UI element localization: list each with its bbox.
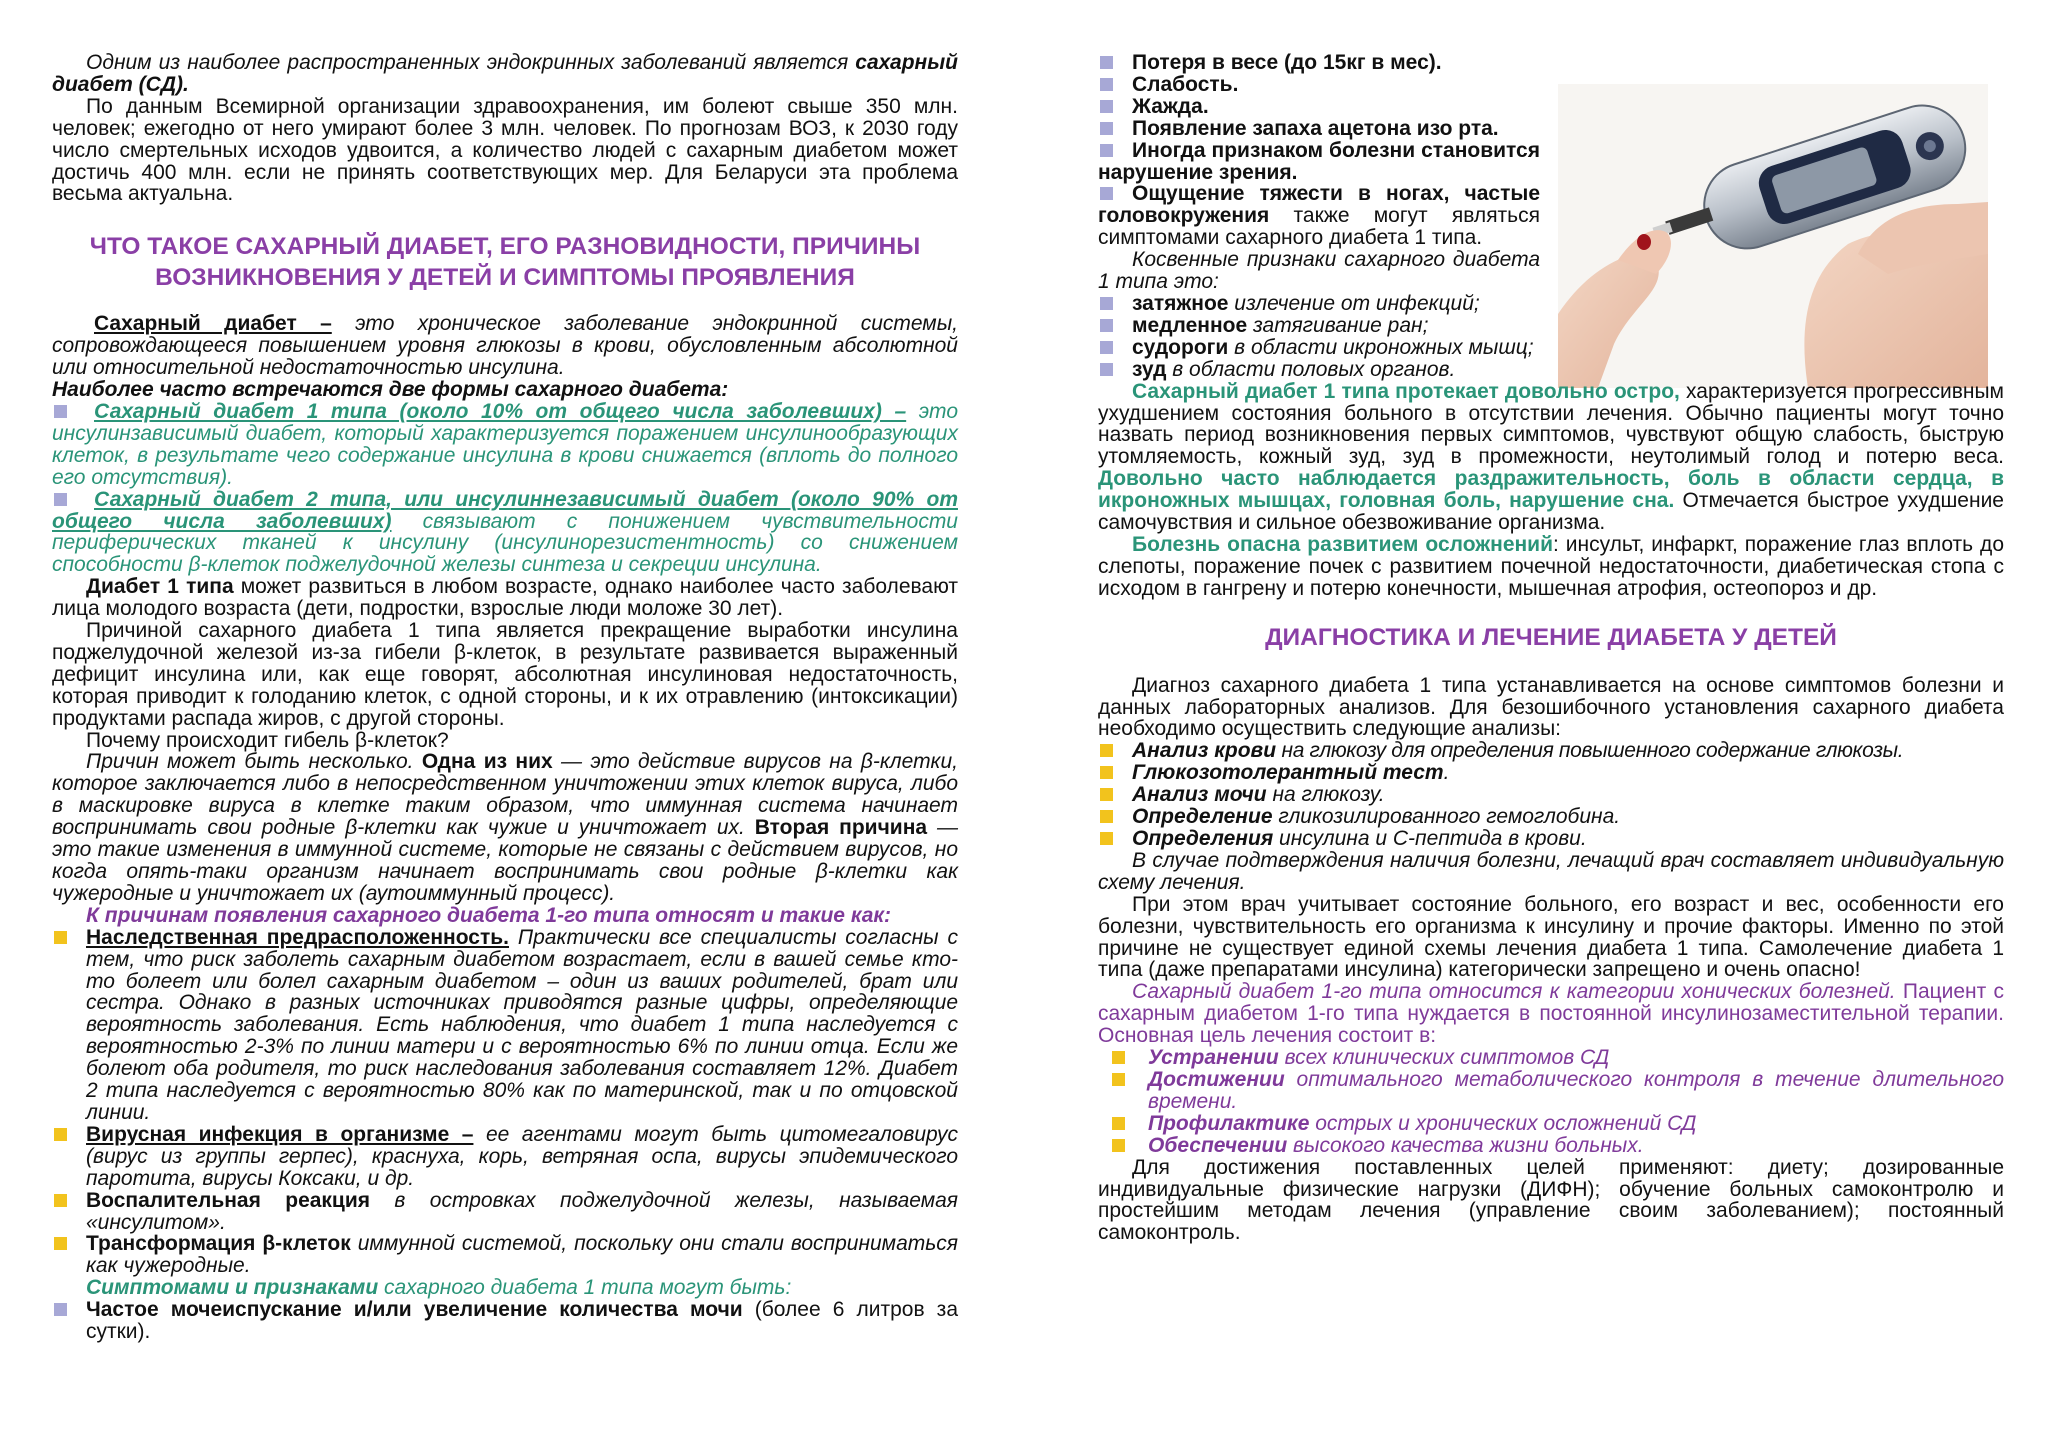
goal-item — [1098, 1113, 2004, 1135]
bullet-square-icon — [1112, 1117, 1125, 1130]
section-heading-diagnostics: ДИАГНОСТИКА И ЛЕЧЕНИЕ ДИАБЕТА У ДЕТЕЙ — [1265, 623, 1837, 651]
cause-item-virus — [52, 1124, 958, 1190]
reasons-text: Причин может быть несколько. — [86, 750, 422, 774]
left-column — [52, 52, 958, 1343]
bullet-square-icon — [1112, 1139, 1125, 1152]
cause-item-heredity — [52, 927, 958, 1124]
bullet-square-icon — [1100, 319, 1113, 332]
bullet-square-icon — [54, 1303, 67, 1316]
indirect-item — [1098, 315, 2004, 337]
analysis-term: Определение — [1132, 805, 1273, 829]
analysis-item — [1098, 806, 2004, 828]
goal-text: оптимального метаболического контроля в течение длительного времени. — [1148, 1067, 2004, 1113]
cause-paragraph: Причиной сахарного диабета 1 типа является прекращение выработки инсулина поджелудочной железой из-за гибели β-клеток, в результате развивается выраженный дефицит инсулина или, как еще говорят, абсолютная инсулиновая недостаточность, которая приводит к голоданию клеток, с одной стороны, и к их отравлению (интоксикации) продуктами распада жиров, с другой стороны. — [52, 619, 958, 730]
type2-term: Сахарный диабет 2 типа, или инсулиннезависимый диабет (около 90% от общего числа заболевших) — [52, 487, 958, 533]
indirect-title: Косвенные признаки сахарного диабета 1 типа это: — [1098, 248, 1540, 294]
goal-term: Профилактике — [1148, 1111, 1310, 1135]
danger-paragraph — [1098, 534, 2004, 600]
cause-term: Вирусная инфекция в организме – — [86, 1122, 474, 1146]
indirect-term: затяжное — [1132, 291, 1229, 315]
indirect-item — [1098, 293, 1540, 315]
symptom-item — [1098, 74, 1540, 96]
bullet-square-icon — [1100, 78, 1113, 91]
reasons-first: Одна из них — [421, 750, 553, 774]
symptom-item — [1098, 140, 1540, 184]
bullet-square-icon — [1100, 122, 1113, 135]
analysis-text: на глюкозу для определения повышенного содержание глюкозы. — [1276, 739, 1904, 763]
symptoms-term: Симптомами и признаками — [86, 1276, 379, 1300]
indirect-text: затягивание ран; — [1247, 313, 1429, 337]
bullet-square-icon — [1100, 56, 1113, 69]
goal-term: Устранении — [1148, 1046, 1279, 1070]
symptom-text: Слабость. — [1132, 72, 1239, 96]
type1-item — [52, 401, 958, 489]
definition-term: Сахарный диабет – — [94, 312, 332, 336]
bullet-square-icon — [54, 1237, 67, 1250]
cause-text: в островках поджелудочной железы, называемая «инсулитом». — [86, 1188, 958, 1234]
bullet-square-icon — [1100, 744, 1113, 757]
indirect-item — [1098, 337, 2004, 359]
cause-term: Трансформация β-клеток — [86, 1232, 351, 1256]
diabetes1-term: Диабет 1 типа — [86, 575, 234, 599]
bullet-square-icon — [1100, 100, 1113, 113]
chronic-text: Пациент с сахарным диабетом 1-го типа нуждается в постоянной инсулинозаместительной терапии. Основная цель лечения состоит в: — [1098, 980, 2004, 1048]
intro-paragraph — [52, 52, 958, 96]
symptoms-title — [52, 1277, 958, 1299]
bullet-square-icon — [1100, 832, 1113, 845]
course-term: Сахарный диабет 1 типа протекает довольно остро, — [1132, 379, 1680, 403]
type2-text: связывают с понижением чувствительности периферических тканей к инсулину (инсулинорезистентность) со снижением способности β-клеток поджелудочной железы синтеза и секреции инсулина. — [52, 509, 958, 577]
goal-text: высокого качества жизни больных. — [1287, 1133, 1644, 1157]
symptom-text: Потеря в весе (до 15кг в мес). — [1132, 51, 1442, 74]
danger-text: : инсульт, инфаркт, поражение глаз вплоть до слепоты, поражение почек с развитием почечной недостаточности, диабетическая стопа с исходом в гангрену и потерю конечности, мышечная атрофия, остеопороз и др. — [1098, 532, 2004, 600]
indirect-term: медленное — [1132, 313, 1248, 337]
danger-term: Болезнь опасна развитием осложнений — [1132, 532, 1554, 556]
goal-item — [1098, 1069, 2004, 1113]
doctor-paragraph: При этом врач учитывает состояние больного, его возраст и вес, особенности его болезни, чувствительность его организма к инсулину и прочие факторы. Именно по этой причине не существует единой схемы лечения диабета 1 типа. Самолечение диабета 1 типа (даже препаратами инсулина) категорически запрещено и очень опасно! — [1098, 892, 2004, 982]
reasons-second: Вторая причина — [754, 816, 928, 840]
bullet-square-icon — [1100, 810, 1113, 823]
bullet-square-icon — [54, 405, 67, 418]
symptom-item-urination — [52, 1299, 958, 1343]
symptom-item — [1098, 118, 1540, 140]
bullet-square-icon — [54, 1194, 67, 1207]
bullet-square-icon — [1100, 363, 1113, 376]
cause-item-inflammation — [52, 1190, 958, 1234]
why-question: Почему происходит гибель β-клеток? — [86, 728, 449, 752]
analysis-item — [1098, 784, 2004, 806]
symptom-text: также могут являться симптомами сахарного диабета 1 типа. — [1098, 204, 1540, 250]
course-text: Отмечается быстрое ухудшение самочувствия и сильное обезвоживание организма. — [1098, 489, 2004, 535]
diabetes1-age-paragraph — [52, 576, 958, 620]
cause-text: иммунной системой, поскольку они стали восприниматься как чужеродные. — [86, 1232, 959, 1278]
goal-term: Достижении — [1148, 1067, 1285, 1091]
cause-text: ее агентами могут быть цитомегаловирус (вирус из группы герпес), краснуха, корь, ветряная оспа, вирусы эпидемического паротита, вирусы Коксаки, и др. — [86, 1122, 958, 1190]
course-highlight: Довольно часто наблюдается раздражительность, боль в области сердца, в икроножных мышцах, головная боль, нарушение сна. — [1098, 467, 2004, 513]
indirect-text: в области икроножных мышц; — [1228, 335, 1534, 359]
intro-term: сахарный диабет (СД). — [52, 51, 958, 96]
cause-item-transformation — [52, 1233, 958, 1277]
symptom-text: Иногда признаком болезни становится нарушение зрения. — [1098, 138, 1540, 184]
forms-title: Наиболее часто встречаются две формы сахарного диабета: — [52, 378, 729, 402]
analysis-item — [1098, 828, 2004, 850]
diagnosis-paragraph: Диагноз сахарного диабета 1 типа устанавливается на основе симптомов болезни и данных лабораторных анализов. Для безошибочного установления сахарного диабета необходимо осуществить следующие анализы: — [1098, 673, 2004, 741]
diabetes1-text: может развиться в любом возрасте, однако наиболее часто заболевают лица молодого возраста (дети, подростки, взрослые люди моложе 30 лет). — [52, 575, 959, 621]
symptoms-narrow-block — [1098, 52, 1540, 315]
chronic-term: Сахарный диабет 1-го типа относится к категории хонических болезней. — [1132, 980, 1896, 1004]
analysis-text: . — [1443, 761, 1450, 785]
bullet-square-icon — [54, 1128, 67, 1141]
bullet-square-icon — [1100, 297, 1113, 310]
analysis-term: Анализ мочи — [1132, 783, 1267, 807]
intro-text: Одним из наиболее распространенных эндокринных заболеваний является — [86, 51, 856, 74]
chronic-paragraph — [1098, 981, 2004, 1047]
bullet-square-icon — [1100, 341, 1113, 354]
goal-term: Обеспечении — [1148, 1133, 1288, 1157]
goal-text: острых и хронических осложнений СД — [1309, 1111, 1697, 1135]
symptoms-text: сахарного диабета 1 типа могут быть: — [378, 1276, 792, 1300]
type1-text: это инсулинзависимый диабет, который характеризуется поражением инсулинообразующих клеток, в результате чего содержание инсулина в крови снижается (вплоть до полного его отсутствия). — [52, 399, 958, 489]
analysis-term: Глюкозотолерантный тест — [1132, 761, 1444, 785]
causes-title: К причинам появления сахарного диабета 1-го типа относят и такие как: — [86, 903, 892, 927]
type1-term: Сахарный диабет 1 типа (около 10% от общего числа заболевших) – — [94, 399, 907, 423]
analysis-term: Определения — [1132, 827, 1274, 850]
bullet-square-icon — [1100, 144, 1113, 157]
type2-item — [52, 489, 958, 577]
symptom-text: Появление запаха ацетона изо рта. — [1132, 116, 1499, 140]
final-paragraph: Для достижения поставленных целей применяют: диету; дозированные индивидуальные физические нагрузки (ДИФН); обучение больных самоконтролю и простейшим методам лечения (управление своим заболеванием); постоянный самоконтроль. — [1098, 1155, 2004, 1245]
indirect-text: в области половых органов. — [1166, 357, 1456, 381]
symptom-text: Жажда. — [1132, 94, 1209, 118]
symptom-item — [1098, 52, 1540, 74]
indirect-item — [1098, 359, 2004, 381]
analysis-item — [1098, 740, 2004, 762]
reasons-text: — это такие изменения в иммунной системе, которые не связаны с действием вирусов, но когда опять-таки организм начинает воспринимать свои родные β-клетки как чужеродные и уничтожает их (аутоиммунный процесс). — [52, 816, 958, 905]
confirm-paragraph: В случае подтверждения наличия болезни, лечащий врач составляет индивидуальную схему лечения. — [1098, 848, 2004, 894]
symptom-item — [1098, 96, 1540, 118]
symptom-term: Частое мочеиспускание и/или увеличение количества мочи — [86, 1298, 743, 1322]
indirect-text: излечение от инфекций; — [1228, 291, 1480, 315]
cause-term: Наследственная предрасположенность. — [86, 925, 509, 949]
analysis-term: Анализ крови — [1132, 739, 1277, 763]
goal-item — [1098, 1135, 2004, 1157]
goal-item — [1098, 1047, 2004, 1069]
analysis-text: гликозилированного гемоглобина. — [1272, 805, 1621, 829]
indirect-term: судороги — [1132, 335, 1229, 359]
goal-text: всех клинических симптомов СД — [1278, 1046, 1610, 1070]
who-paragraph: По данным Всемирной организации здравоохранения, им болеют свыше 350 млн. человек; ежегодно от него умирают более 3 млн. человек. По прогнозам ВОЗ, к 2030 году число смертельных исходов удвоится, а количество людей с сахарным диабетом может достичь 400 млн. если не принять соответствующих мер. Для Беларуси эта проблема весьма актуальна. — [52, 94, 958, 206]
course-paragraph — [1098, 381, 2004, 534]
cause-term: Воспалительная реакция — [86, 1188, 371, 1212]
symptom-text: (более 6 литров за сутки). — [86, 1298, 958, 1344]
definition-text: это хроническое заболевание эндокринной системы, сопровождающееся повышением уровня глюкозы в крови, обусловленным абсолютной или относительной недостаточностью инсулина. — [52, 312, 958, 380]
bullet-square-icon — [54, 493, 67, 506]
symptom-item — [1098, 183, 1540, 249]
right-column — [1098, 52, 2004, 1244]
analysis-text: на глюкозу. — [1266, 783, 1385, 807]
indirect-term: зуд — [1132, 357, 1167, 381]
bullet-square-icon — [1100, 766, 1113, 779]
bullet-square-icon — [1100, 187, 1113, 200]
bullet-square-icon — [1112, 1051, 1125, 1064]
course-text: характеризуется прогрессивным ухудшением состояния больного в отсутствии лечения. Обычно пациенты могут точно назвать период возникновения первых симптомов, чувствуют общую слабость, быструю утомляемость, кожный зуд, зуд в промежности, неутолимый голод и потерю веса. — [1098, 379, 2004, 469]
analysis-item — [1098, 762, 2004, 784]
bullet-square-icon — [1100, 788, 1113, 801]
definition-paragraph — [52, 313, 958, 379]
bullet-square-icon — [54, 931, 67, 944]
reasons-paragraph — [52, 751, 958, 904]
cause-text: Практически все специалисты согласны с тем, что риск заболеть сахарным диабетом возрастает, если в вашей семье кто-то болеет или болел сахарным диабетом – один из ваших родителей, брат или сестра. Однако в разных источниках приводятся разные цифры, определяющие вероятность заболевания. Есть наблюдения, что диабет 1 типа наследуется с вероятностью 2-3% по линии матери и с вероятностью 6% по линии отца. Если же болеют оба родителя, то риск наследования заболевания составляет 12%. Диабет 2 типа наследуется с вероятностью 80% как по материнской, так и по отцовской линии. — [86, 925, 958, 1124]
symptom-term: Ощущение тяжести в ногах, частые головокружения — [1098, 182, 1540, 228]
bullet-square-icon — [1112, 1073, 1125, 1086]
section-heading-what-is: ЧТО ТАКОЕ САХАРНЫЙ ДИАБЕТ, ЕГО РАЗНОВИДНОСТИ, ПРИЧИНЫ ВОЗНИКНОВЕНИЯ У ДЕТЕЙ И СИМПТОМЫ ПРОЯВЛЕНИЯ — [89, 233, 921, 292]
analysis-text: инсулина и С-пептида в крови. — [1273, 827, 1587, 850]
reasons-text: — это действие вирусов на β-клетки, которое заключается либо в непосредственном уничтожении этих клеток вируса, либо в маскировке вируса в клетке таким образом, что иммунная система начинает воспринимать свои родные β-клетки как чужие и уничтожает их. — [52, 750, 958, 840]
